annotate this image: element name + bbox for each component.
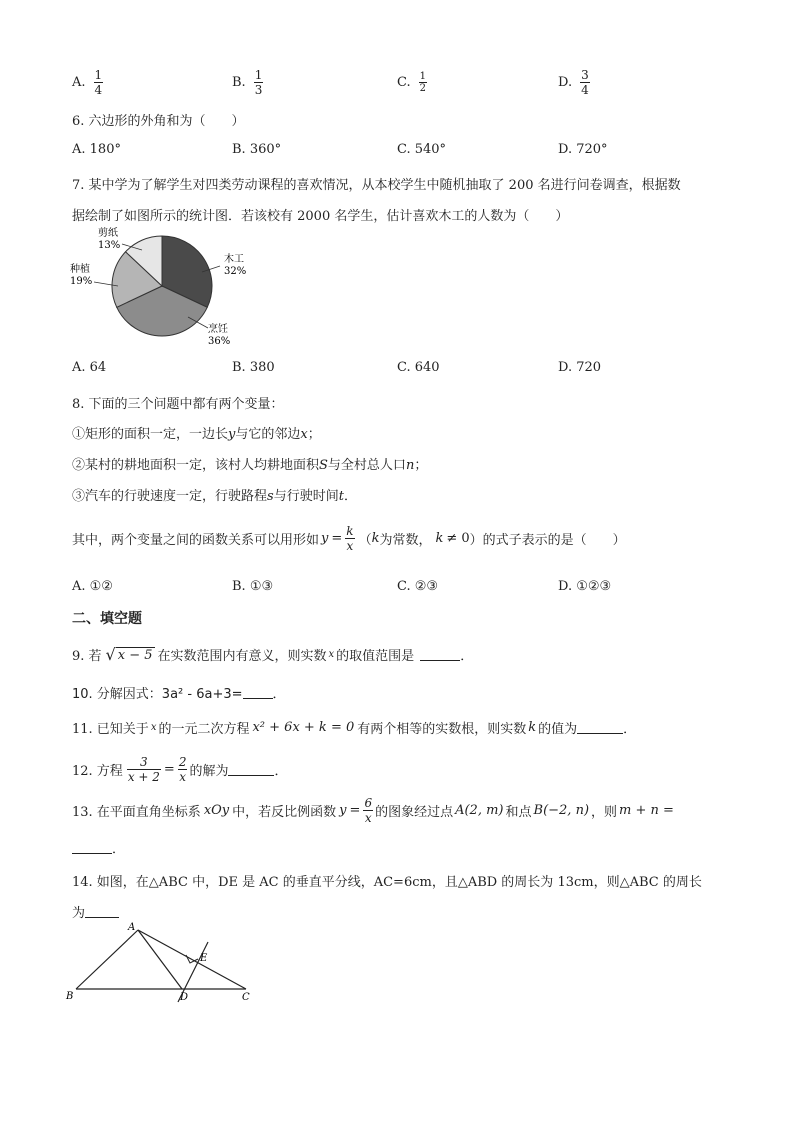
fraction: $\frac{1}{3}$ [254, 67, 263, 97]
point-label-e: E [200, 953, 208, 964]
pie-percent-label: 36% [208, 336, 231, 347]
q7-option-b[interactable]: B. 380 [232, 360, 275, 375]
q6-option-a[interactable]: A. 180° [72, 142, 121, 157]
q6-stem: 6. 六边形的外角和为（ ） [72, 114, 245, 129]
q7-option-d[interactable]: D. 720 [558, 360, 602, 375]
pie-chart [60, 222, 260, 352]
q9: 9. 若 √ x − 5 在实数范围内有意义，则实数 x 的取值范围是 ． [72, 645, 474, 664]
segment-ad [138, 930, 182, 989]
pie-percent-label: 32% [224, 266, 247, 277]
pie-category-label: 种植 [70, 264, 90, 275]
triangle-diagram [62, 918, 272, 1008]
q6-option-b[interactable]: B. 360° [232, 142, 282, 157]
answer-blank[interactable] [85, 905, 119, 918]
q7-option-a[interactable]: A. 64 [72, 360, 107, 375]
q6-option-c[interactable]: C. 540° [397, 142, 447, 157]
q11: 11. 已知关于 x 的一元二次方程 x² + 6x + k = 0 有两个相等的实数根，则实数 k 的值为 ． [72, 720, 637, 737]
q13-answer: ． [72, 838, 125, 857]
q5-option-b[interactable]: B. $\frac{1}{3}$ [232, 67, 263, 97]
fraction: $\frac{2}{x}$ [178, 754, 187, 784]
q5-option-c[interactable]: C. $\frac{1}{2}$ [397, 70, 426, 94]
answer-blank[interactable] [228, 763, 274, 776]
point-label-b: B [66, 991, 74, 1002]
pie-category-label: 烹饪 [208, 324, 228, 335]
q10: 10. 分解因式：3a² - 6a+3= ． [72, 687, 286, 702]
q7-stem-line2: 据绘制了如图所示的统计图．若该校有 2000 名学生，估计喜欢木工的人数为（ ） [72, 209, 569, 224]
q8-stem: 其中，两个变量之间的函数关系可以用形如 y = $\frac{k}{x}$ （ k 为常数， k ≠ 0 ）的式子表示的是（ ） [72, 523, 626, 553]
point-label-d: D [180, 992, 189, 1003]
pie-category-label: 木工 [224, 254, 244, 265]
fraction: $\frac{1}{2}$ [419, 70, 426, 94]
q12: 12. 方程 $\frac{3}{x + 2}$ = $\frac{2}{x}$ 的解为 ． [72, 754, 288, 784]
point-label-c: C [242, 992, 250, 1003]
q8-option-d[interactable]: D. ①②③ [558, 579, 612, 594]
section-title: 二、填空题 [72, 611, 142, 627]
pie-category-label: 剪纸 [98, 228, 118, 239]
q8-item-2: ②某村的耕地面积一定，该村人均耕地面积S与全村总人口n； [72, 458, 428, 473]
side-ab [76, 930, 138, 989]
q8-item-1: ①矩形的面积一定，一边长y与它的邻边x； [72, 427, 321, 442]
q14-stem-line2: 为 [72, 902, 119, 921]
q7-option-c[interactable]: C. 640 [397, 360, 440, 375]
pie-percent-label: 19% [70, 276, 93, 287]
fraction: $\frac{6}{x}$ [364, 795, 373, 825]
q8-option-b[interactable]: B. ①③ [232, 579, 274, 594]
point-label-a: A [128, 922, 136, 933]
side-ac [138, 930, 246, 989]
answer-blank[interactable] [577, 721, 623, 734]
q7-stem-line1: 7. 某中学为了解学生对四类劳动课程的喜欢情况，从本校学生中随机抽取了 200 名进行问卷调查，根据数 [72, 178, 681, 193]
answer-blank[interactable] [72, 841, 112, 854]
q5-option-d[interactable]: D. $\frac{3}{4}$ [558, 67, 589, 97]
q8-intro: 8. 下面的三个问题中都有两个变量： [72, 397, 284, 412]
pie-percent-label: 13% [98, 240, 121, 251]
fraction: $\frac{1}{4}$ [94, 67, 103, 97]
q14-stem-line1: 14. 如图，在△ABC 中，DE 是 AC 的垂直平分线，AC=6cm，且△ABD 的周长为 13cm，则△ABC 的周长 [72, 875, 702, 890]
fraction-k-over-x: $\frac{k}{x}$ [346, 523, 354, 553]
q13: 13. 在平面直角坐标系 xOy 中，若反比例函数 y = $\frac{6}{x}$ 的图象经过点 A(2, m) 和点 B(−2, n) ，则 m + n = [72, 795, 674, 825]
q8-item-3: ③汽车的行驶速度一定，行驶路程s与行驶时间t． [72, 489, 357, 504]
q8-option-c[interactable]: C. ②③ [397, 579, 439, 594]
sqrt-expression: √ x − 5 [105, 645, 153, 664]
fraction: $\frac{3}{4}$ [581, 67, 589, 97]
answer-blank[interactable] [420, 648, 460, 661]
answer-blank[interactable] [243, 686, 273, 699]
q5-options [72, 62, 732, 102]
q5-option-a[interactable]: A. $\frac{1}{4}$ [72, 67, 103, 97]
q6-option-d[interactable]: D. 720° [558, 142, 608, 157]
q8-option-a[interactable]: A. ①② [72, 579, 113, 594]
fraction: $\frac{3}{x + 2}$ [127, 754, 160, 784]
